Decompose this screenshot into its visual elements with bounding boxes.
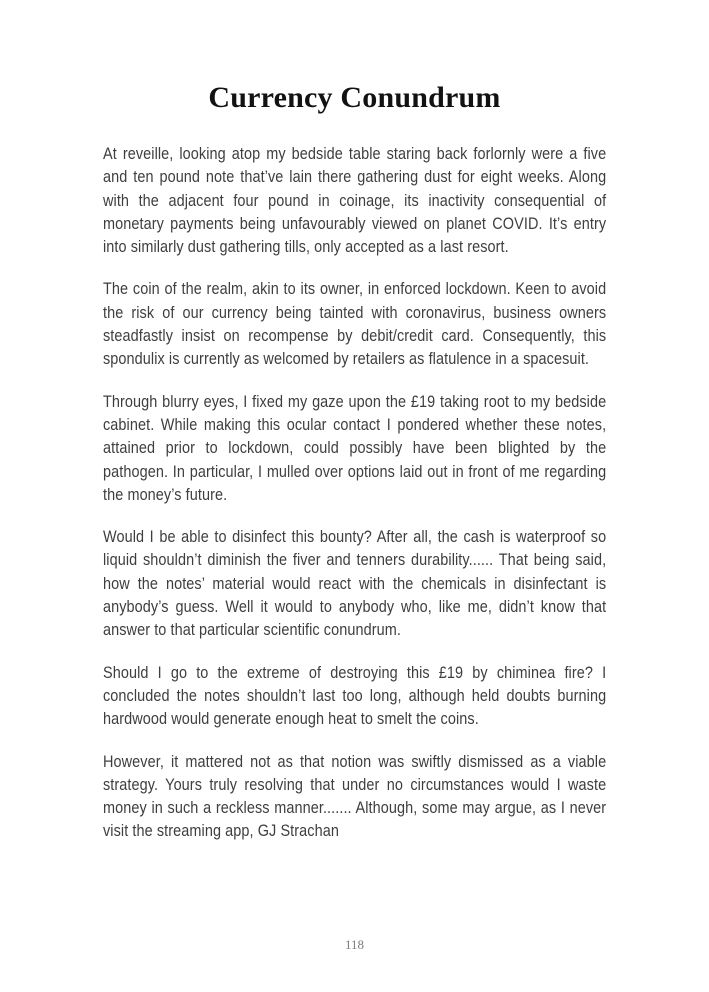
- body-text: [103, 142, 606, 843]
- paragraph-1: At reveille, looking atop my bedside table staring back forlornly were a five and ten pound note that’ve lain there gathering dust for eight weeks. Along with the adjacent four pound in coinage, its inactivity consequential of monetary payments being unfavourably viewed on planet COVID. It’s entry into similarly dust gathering tills, only accepted as a last resort.: [103, 144, 607, 257]
- page-number: 118: [344, 937, 365, 952]
- paragraph-6: However, it mattered not as that notion was swiftly dismissed as a viable strategy. Yours truly resolving that under no circumstances would I waste money in such a reckless manner....... Although, some may argue, as I never visit the streaming app, GJ Strachan: [103, 751, 607, 841]
- paragraph-4: Would I be able to disinfect this bounty? After all, the cash is waterproof so liquid shouldn’t diminish the fiver and tenners durability...... That being said, how the notes’ material would react with the chemicals in disinfectant is anybody’s guess. Well it would to anybody who, like me, didn’t know that answer to that particular scientific conundrum.: [103, 527, 607, 640]
- paragraph-5: Should I go to the extreme of destroying this £19 by chiminea fire? I concluded the notes shouldn’t last too long, although held doubts burning hardwood would generate enough heat to smelt the coins.: [103, 662, 607, 729]
- paragraph-3: Through blurry eyes, I fixed my gaze upon the £19 taking root to my bedside cabinet. While making this ocular contact I pondered whether these notes, attained prior to lockdown, could possibly have been blighted by the pathogen. In particular, I mulled over options laid out in front of me regarding the money’s future.: [103, 391, 607, 504]
- page-title: Currency Conundrum: [208, 81, 501, 114]
- paragraph-2: The coin of the realm, akin to its owner, in enforced lockdown. Keen to avoid the risk of our currency being tainted with coronavirus, business owners steadfastly insist on recompense by debit/credit card. Consequently, this spondulix is currently as welcomed by retailers as flatulence in a spacesuit.: [103, 279, 607, 369]
